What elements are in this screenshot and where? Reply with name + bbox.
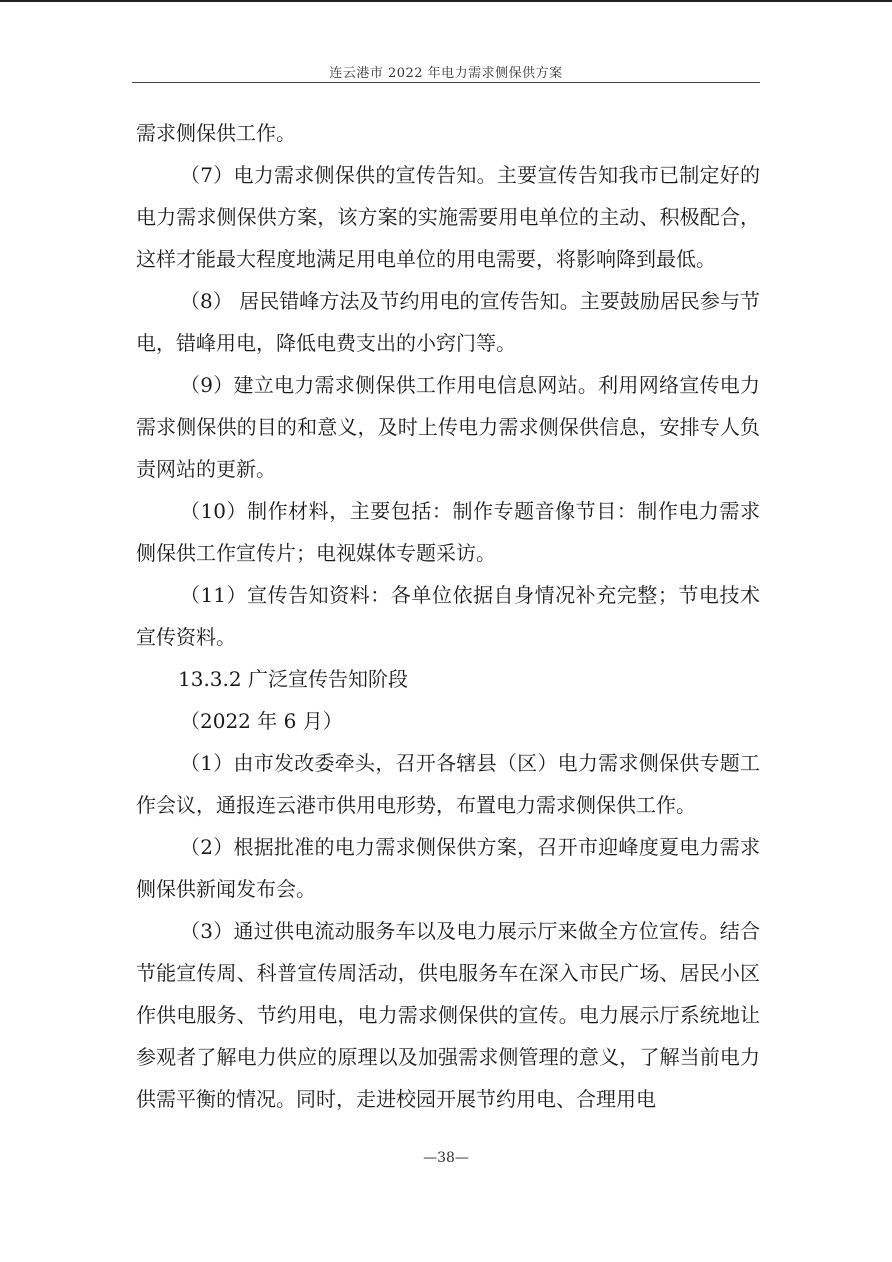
paragraph-step-2: （2）根据批准的电力需求侧保供方案，召开市迎峰度夏电力需求侧保供新闻发布会。 [136,835,760,901]
paragraph-item-10: （10）制作材料，主要包括：制作专题音像节目：制作电力需求侧保供工作宣传片；电视媒体专题采访。 [136,499,760,565]
page-top-border [0,0,892,2]
page-number: —38— [423,1150,469,1166]
section-heading: 13.3.2 广泛宣传告知阶段 [178,667,408,691]
paragraph-item-11: （11）宣传告知资料：各单位依据自身情况补充完整；节电技术宣传资料。 [136,583,760,649]
section-date: （2022 年 6 月） [180,709,343,733]
running-header: 连云港市 2022 年电力需求侧保供方案 [329,66,563,81]
paragraph-item-9: （9）建立电力需求侧保供工作用电信息网站。利用网络宣传电力需求侧保供的目的和意义，及时上传电力需求侧保供信息，安排专人负责网站的更新。 [136,373,760,481]
paragraph-step-1: （1）由市发改委牵头，召开各辖县（区）电力需求侧保供专题工作会议，通报连云港市供用电形势，布置电力需求侧保供工作。 [136,751,760,817]
paragraph-item-8: （8） 居民错峰方法及节约用电的宣传告知。主要鼓励居民参与节电，错峰用电，降低电费支出的小窍门等。 [136,289,760,355]
document-body [136,112,760,1120]
header-rule [132,82,760,83]
paragraph-item-7: （7）电力需求侧保供的宣传告知。主要宣传告知我市已制定好的电力需求侧保供方案，该方案的实施需要用电单位的主动、积极配合，这样才能最大程度地满足用电单位的用电需要，将影响降到最低。 [136,163,760,271]
paragraph-continuation: 需求侧保供工作。 [136,121,296,145]
paragraph-step-3: （3）通过供电流动服务车以及电力展示厅来做全方位宣传。结合节能宣传周、科普宣传周活动，供电服务车在深入市民广场、居民小区作供电服务、节约用电，电力需求侧保供的宣传。电力展示厅系统地让参观者了解电力供应的原理以及加强需求侧管理的意义，了解当前电力供需平衡的情况。同时，走进校园开展节约用电、合理用电 [136,919,760,1111]
